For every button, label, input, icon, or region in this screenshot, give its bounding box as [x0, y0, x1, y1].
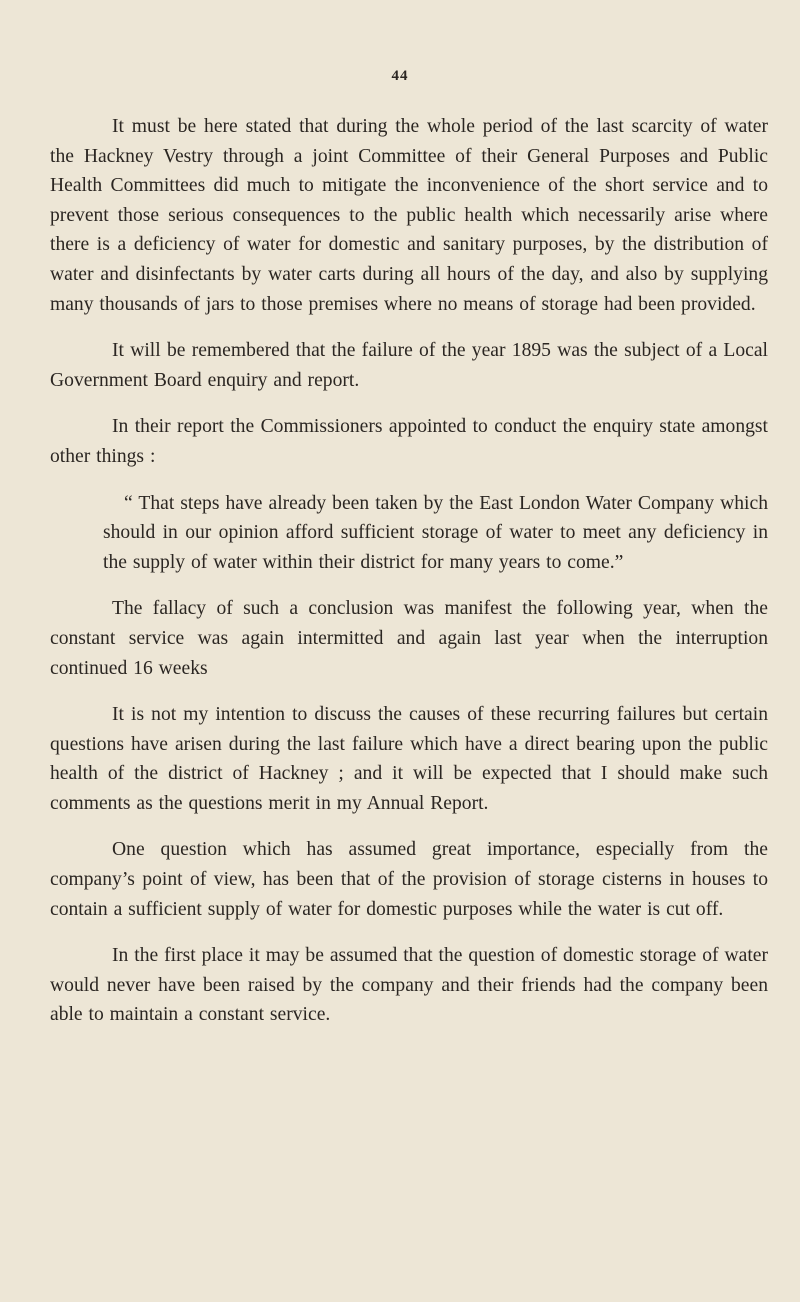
body-text [50, 112, 768, 1047]
quoted-passage: “ That steps have already been taken by the East London Water Company which should in our opinion afford sufficient storage of water to meet any deficiency in the supply of water within their district for many years to come.” [103, 492, 768, 573]
paragraph-intention: It is not my intention to discuss the causes of these recurring failures but certain questions have arisen during the last failure which have a direct bearing upon the public health of the district of Hackney ; and it will be expected that I should make such comments as the questions merit in my Annual Report. [50, 704, 768, 814]
paragraph-storage-cisterns: One question which has assumed great importance, especially from the company’s point of view, has been that of the provision of storage cisterns in houses to contain a sufficient supply of water for domestic purposes while the water is cut off. [50, 839, 768, 920]
paragraph-fallacy: The fallacy of such a conclusion was manifest the following year, when the constant service was again intermitted and again last year when the interruption continued 16 weeks [50, 598, 768, 679]
paragraph-water-distribution: It must be here stated that during the whole period of the last scarcity of water the Hackney Vestry through a joint Committee of their General Purposes and Public Health Committees did much to mitigate the inconvenience of the short service and to prevent those serious consequences to the public health which necessarily arise where there is a deficiency of water for domestic and sanitary purposes, by the distribution of water and disinfectants by water carts during all hours of the day, and also by supplying many thousands of jars to those premises where no means of storage had been provided. [50, 116, 768, 315]
paragraph-1895-failure: It will be remembered that the failure of the year 1895 was the subject of a Local Government Board enquiry and report. [50, 340, 768, 391]
paragraph-commissioners-report: In their report the Commissioners appointed to conduct the enquiry state amongst other things : [50, 416, 768, 467]
page-number: 44 [391, 68, 409, 84]
paragraph-domestic-storage: In the first place it may be assumed that the question of domestic storage of water would never have been raised by the company and their friends had the company been able to maintain a constant service. [50, 945, 768, 1026]
